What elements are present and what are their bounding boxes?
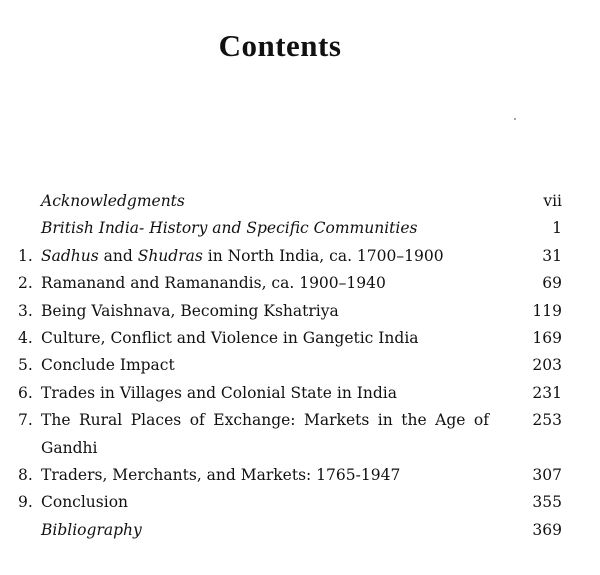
- toc-entry-chapter-9: [0, 489, 600, 516]
- toc-entry-title: [41, 243, 489, 270]
- toc-entry-introduction: [0, 215, 600, 242]
- toc-entry-chapter-1: [0, 243, 600, 270]
- toc-entry-title: Conclusion: [41, 493, 129, 512]
- toc-entry-number: 7.: [18, 411, 33, 430]
- toc-entry-page: 1: [552, 219, 562, 238]
- toc-entry-number: 1.: [18, 246, 33, 265]
- toc-entry-chapter-4: [0, 325, 600, 352]
- page-title: Contents: [218, 28, 342, 63]
- toc-entry-chapter-2: [0, 270, 600, 297]
- toc-entry-title-part: and: [98, 246, 138, 265]
- toc-entry-chapter-6: [0, 380, 600, 407]
- toc-entry-title: British India- History and Specific Communities: [41, 219, 418, 238]
- toc-entry-title: Ramanand and Ramanandis, ca. 1900–1940: [41, 274, 386, 293]
- toc-entry-page: 355: [532, 493, 562, 512]
- toc-entry-title: Acknowledgments: [41, 192, 185, 210]
- toc-entry-title: Traders, Merchants, and Markets: 1765-1947: [41, 465, 401, 484]
- toc-entry-page: 307: [532, 465, 562, 484]
- toc-entry-page: 203: [532, 356, 562, 375]
- toc-entry-page: 69: [542, 274, 562, 293]
- toc-entry-number: 9.: [18, 493, 33, 512]
- toc-entry-number: 6.: [18, 383, 33, 402]
- toc-entry-bibliography: [0, 517, 600, 544]
- toc-entry-chapter-5: [0, 352, 600, 379]
- toc-entry-page: 369: [532, 520, 562, 539]
- toc-entry-chapter-3: [0, 298, 600, 325]
- toc-entry-title-italic-term: Shudras: [137, 246, 203, 265]
- toc-entry-number: 4.: [18, 328, 33, 347]
- toc-entry-number: 3.: [18, 301, 33, 320]
- table-of-contents: [0, 188, 600, 544]
- toc-entry-number: 5.: [18, 356, 33, 375]
- toc-entry-page: 169: [532, 328, 562, 347]
- toc-entry-page: 31: [542, 246, 562, 265]
- toc-entry-page: 119: [532, 301, 562, 320]
- toc-entry-page: vii: [543, 192, 562, 210]
- toc-entry-title-italic-term: Sadhus: [41, 246, 99, 265]
- toc-entry-chapter-8: [0, 462, 600, 489]
- toc-entry-title: Conclude Impact: [41, 356, 175, 375]
- toc-entry-number: 2.: [18, 274, 33, 293]
- toc-entry-title: Culture, Conflict and Violence in Gangetic India: [41, 328, 419, 347]
- toc-entry-title: Bibliography: [41, 520, 142, 539]
- toc-entry-title: Being Vaishnava, Becoming Kshatriya: [41, 301, 339, 320]
- toc-entry-page: 253: [532, 411, 562, 430]
- scan-speck: [514, 118, 516, 120]
- toc-entry-acknowledgments: [0, 188, 600, 215]
- toc-entry-page: 231: [532, 383, 562, 402]
- toc-entry-chapter-7: [0, 407, 600, 462]
- toc-entry-title: Trades in Villages and Colonial State in India: [41, 383, 397, 402]
- toc-entry-number: 8.: [18, 465, 33, 484]
- toc-entry-title: The Rural Places of Exchange: Markets in the Age of Gandhi: [41, 411, 489, 457]
- toc-entry-title-part: in North India, ca. 1700–1900: [202, 246, 444, 265]
